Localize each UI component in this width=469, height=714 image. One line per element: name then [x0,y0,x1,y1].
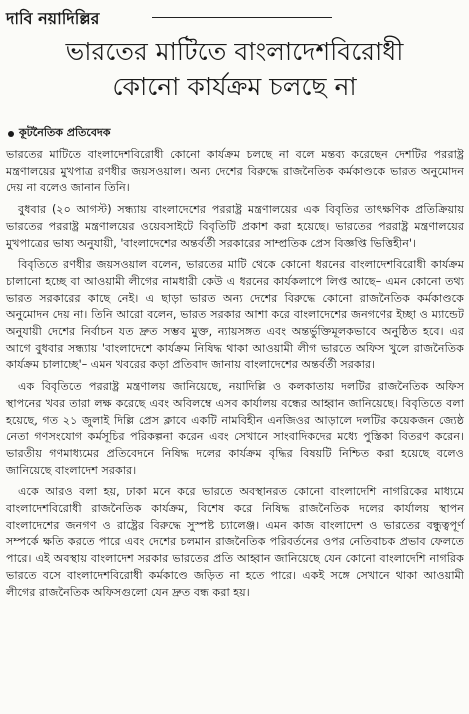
headline [0,34,469,104]
headline-line-1: ভারতের মাটিতে বাংলাদেশবিরোধী [65,37,404,66]
bullet-icon [8,131,14,137]
byline-text: কূটনৈতিক প্রতিবেদক [19,126,111,139]
paragraph-4: এক বিবৃতিতে পররাষ্ট্র মন্ত্রণালয় জানিয়েছে, নয়াদিল্লি ও কলকাতায় দলটির রাজনৈতিক অফিস স্থাপনের খবর তারা লক্ষ করেছে এবং অবিলম্বে এসব কার্যালয় বন্ধের আহ্বান জানিয়েছে। বিবৃতিতে বলা হয়েছে, গত ২১ জুলাই দিল্লি প্রেস ক্লাবে একটি নামবিহীন এনজিওর আড়ালে দলটির কয়েকজন জ্যেষ্ঠ নেতা গণসংযোগ কর্মসূচির পরিকল্পনা করেন এবং সেখানে সাংবাদিকদের মধ্যে পুস্তিকা বিতরণ করেন। ভারতীয় গণমাধ্যমের প্রতিবেদনে নিষিদ্ধ দলের কার্যক্রম বৃদ্ধির বিষয়টি নিশ্চিত করা হয়েছে বলেও জানিয়েছে বাংলাদেশ সরকার। [6,380,464,477]
paragraph-3: বিবৃতিতে রণধীর জয়সওয়াল বলেন, ভারতের মাটি থেকে কোনো ধরনের বাংলাদেশবিরোধী কার্যক্রম চালানো হচ্ছে বা আওয়ামী লীগের নামধারী কেউ এ ধরনের কার্যকলাপে লিপ্ত আছে– এমন কোনো তথ্য ভারত সরকারের কাছে নেই। এ ছাড়া ভারত অন্য দেশের বিরুদ্ধে কোনো রাজনৈতিক কর্মকাণ্ডকে অনুমোদন দেয় না। তিনি আরো বলেন, ভারত সরকার আশা করে বাংলাদেশের জনগণের ইচ্ছা ও ম্যান্ডেট অনুযায়ী দেশের নির্বাচন যত দ্রুত সম্ভব মুক্ত, ন্যায়সঙ্গত এবং অন্তর্ভুক্তিমূলকভাবে অনুষ্ঠিত হবে। এর আগে বুধবার সন্ধ্যায় 'বাংলাদেশে কার্যক্রম নিষিদ্ধ থাকা আওয়ামী লীগ ভারতে অফিস খুলে রাজনৈতিক কার্যক্রম চালাচ্ছে'– এমন খবরের কড়া প্রতিবাদ জানায় বাংলাদেশের অন্তর্বর্তী সরকার। [6,258,464,372]
kicker-rule [152,17,332,18]
byline [8,124,110,143]
kicker-label: দাবি নয়াদিল্লির [6,9,100,28]
article-body [6,147,464,606]
paragraph-1: ভারতের মাটিতে বাংলাদেশবিরোধী কোনো কার্যক্রম চলছে না বলে মন্তব্য করেছেন দেশটির পররাষ্ট্র মন্ত্রণালয়ের মুখপাত্র রণধীর জয়সওয়াল। অন্য দেশের বিরুদ্ধে রাজনৈতিক কর্মকাণ্ডকে ভারত অনুমোদন দেয় না বলেও জানান তিনি। [6,148,464,195]
paragraph-2: বুধবার (২০ আগস্ট) সন্ধ্যায় বাংলাদেশের পররাষ্ট্র মন্ত্রণালয়ের এক বিবৃতির তাৎক্ষণিক প্রতিক্রিয়ায় ভারতের পররাষ্ট্র মন্ত্রণালয়ের ওয়েবসাইটে বিবৃতিটি প্রকাশ করা হয়েছে। ভারতের পররাষ্ট্র মন্ত্রণালয়ের মুখপাত্রের ভাষ্য অনুযায়ী, 'বাংলাদেশের অন্তর্বর্তী সরকারের সাম্প্রতিক প্রেস বিজ্ঞপ্তি ভিত্তিহীন'। [6,203,464,250]
headline-line-2: কোনো কার্যক্রম চলছে না [112,72,357,101]
paragraph-5: একে আরও বলা হয়, ঢাকা মনে করে ভারতে অবস্থানরত কোনো বাংলাদেশি নাগরিকের মাধ্যমে বাংলাদেশবিরোধী রাজনৈতিক কার্যক্রম, বিশেষ করে নিষিদ্ধ রাজনৈতিক দলের কার্যালয় স্থাপন বাংলাদেশের জনগণ ও রাষ্ট্রের বিরুদ্ধে সুস্পষ্ট চ্যালেঞ্জ। এমন কাজ বাংলাদেশ ও ভারতের বন্ধুত্বপূর্ণ সম্পর্কে ক্ষতি করতে পারে এবং দেশের চলমান রাজনৈতিক পরিবর্তনের ওপর নেতিবাচক প্রভাব ফেলতে পারে। এই অবস্থায় বাংলাদেশ সরকার ভারতের প্রতি আহ্বান জানিয়েছে যেন কোনো বাংলাদেশি নাগরিক ভারতে বসে বাংলাদেশবিরোধী কর্মকাণ্ডে জড়িত না হতে পারে। একই সঙ্গে সেখানে থাকা আওয়ামী লীগের রাজনৈতিক অফিসগুলো যেন দ্রুত বন্ধ করা হয়। [6,485,464,599]
